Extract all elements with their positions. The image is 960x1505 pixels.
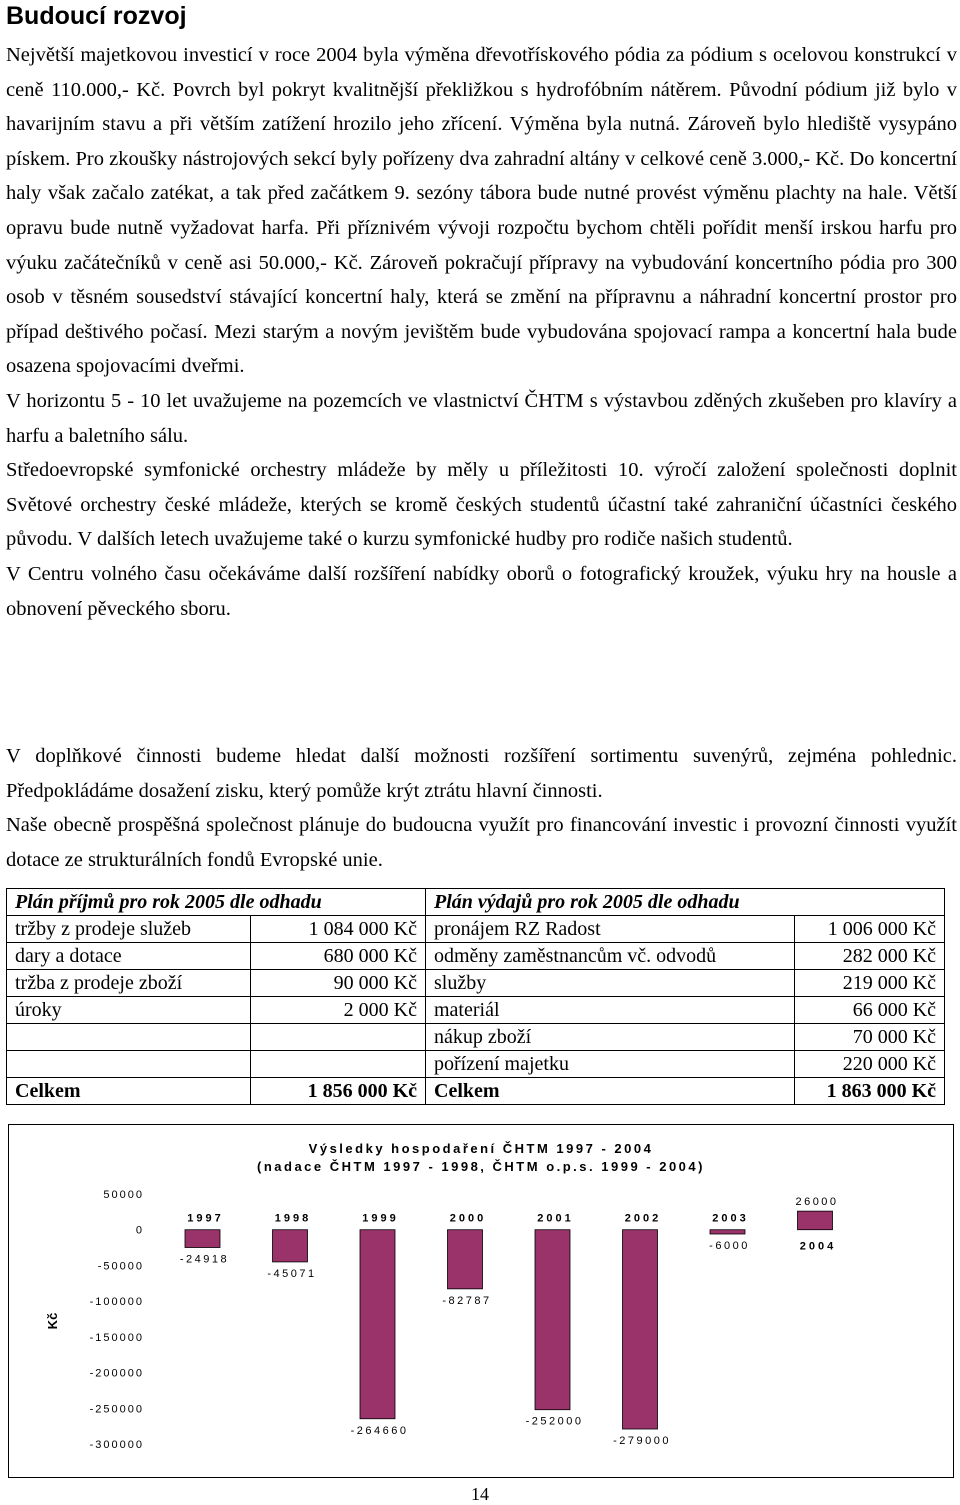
y-tick-label: -200000: [89, 1367, 144, 1380]
bar: [710, 1230, 745, 1234]
y-tick-label: -250000: [89, 1403, 144, 1416]
table-row: [7, 1051, 945, 1078]
text-block-upper: [6, 38, 957, 626]
x-category-label: 2002: [624, 1212, 662, 1225]
data-label: -45071: [267, 1267, 317, 1280]
expense-label: služby: [426, 970, 795, 997]
x-category-label: 2000: [449, 1212, 487, 1225]
data-label: -6000: [709, 1240, 750, 1252]
bar: [273, 1230, 308, 1262]
income-total-value: 1 856 000 Kč: [251, 1078, 426, 1105]
budget-table: [6, 888, 945, 1105]
data-label: -279000: [613, 1435, 671, 1447]
text-block-lower: [6, 739, 957, 877]
section-heading: Budoucí rozvoj: [6, 2, 187, 30]
data-label: 26000: [795, 1196, 839, 1209]
expense-label: odměny zaměstnancům vč. odvodů: [426, 943, 795, 970]
table-row: [7, 916, 945, 943]
expense-label: materiál: [426, 997, 795, 1024]
income-value: 1 084 000 Kč: [251, 916, 426, 943]
income-total-label: Celkem: [7, 1078, 251, 1105]
table-row: [7, 1024, 945, 1051]
income-label: [7, 1024, 251, 1051]
expense-value: 282 000 Kč: [795, 943, 945, 970]
expense-value: 66 000 Kč: [795, 997, 945, 1024]
total-row: [7, 1078, 945, 1105]
y-axis-label: Kč: [45, 1312, 60, 1330]
paragraph: Naše obecně prospěšná společnost plánuje do budoucna využít pro financování investic i provozní činnosti využít dotace ze strukturálních fondů Evropské unie.: [6, 814, 957, 871]
paragraph: V doplňkové činnosti budeme hledat další možnosti rozšíření sortimentu suvenýrů, zejména pohlednic. Předpokládáme dosažení zisku, který pomůže krýt ztrátu hlavní činnosti.: [6, 745, 957, 802]
income-label: [7, 1051, 251, 1078]
paragraph: V Centru volného času očekáváme další rozšíření nabídky oborů o fotografický kroužek, výuku hry na housle a obnovení pěveckého sboru.: [6, 562, 957, 620]
bar: [448, 1230, 483, 1289]
income-value: 680 000 Kč: [251, 943, 426, 970]
bar: [798, 1211, 833, 1230]
bar: [360, 1230, 395, 1419]
x-category-label: 2003: [712, 1212, 749, 1225]
expense-label: pronájem RZ Radost: [426, 916, 795, 943]
results-chart: [8, 1124, 954, 1478]
y-tick-label: -50000: [97, 1260, 144, 1273]
x-category-label: 2001: [537, 1212, 574, 1225]
page-number: 14: [471, 1484, 489, 1504]
expense-value: 1 006 000 Kč: [795, 916, 945, 943]
data-label: -82787: [442, 1294, 492, 1307]
expense-label: nákup zboží: [426, 1024, 795, 1051]
y-tick-label: -150000: [89, 1331, 144, 1344]
paragraph: V horizontu 5 - 10 let uvažujeme na pozemcích ve vlastnictví ČHTM s výstavbou zděných zkušeben pro klavíry a harfu a baletního sálu.: [6, 389, 957, 447]
income-label: tržby z prodeje služeb: [7, 916, 251, 943]
expense-value: 220 000 Kč: [795, 1051, 945, 1078]
expense-value: 219 000 Kč: [795, 970, 945, 997]
income-label: úroky: [7, 997, 251, 1024]
table-row: [7, 997, 945, 1024]
y-tick-label: -300000: [89, 1439, 144, 1451]
expense-value: 70 000 Kč: [795, 1024, 945, 1051]
income-header: Plán příjmů pro rok 2005 dle odhadu: [7, 889, 426, 916]
bar: [185, 1230, 220, 1248]
x-category-label: 1998: [274, 1212, 312, 1225]
expense-total-value: 1 863 000 Kč: [795, 1078, 945, 1105]
paragraph: Největší majetkovou investicí v roce 2004 byla výměna dřevotřískového pódia za pódium s ocelovou konstrukcí v ceně 110.000,- Kč. Povrch byl pokryt kvalitnější překližkou s hydrofóbním nátěrem. Původní pódium již bylo v havarijním stavu a při větším zatížení hrozilo jeho zřícení. Výměna byla nutná. Zároveň bylo hlediště vysypáno pískem. Pro zkoušky nástrojových sekcí byly pořízeny dva zahradní altány v celkové ceně 3.000,- Kč. Do koncertní haly však začalo zatékat, a tak před začátkem 9. sezóny tábora bude nutné provést výměnu plachty na hale. Větší opravu bude nutně vyžadovat harfa. Při příznivém vývoji rozpočtu bychom chtěli pořídit menší irskou harfu pro výuku začátečníků v ceně asi 50.000,- Kč. Zároveň pokračují přípravy na vybudování koncertního pódia pro 300 osob v těsném sousedství stávající koncertní haly, která se změní na přípravnu a náhradní koncertní prostor pro případ deštivého počasí. Mezi starým a novým jevištěm bude vybudována spojovací rampa a koncertní hala bude osazena spojovacími dveřmi.: [6, 44, 957, 378]
bar: [623, 1230, 658, 1429]
bar: [535, 1230, 570, 1410]
data-label: -24918: [179, 1253, 230, 1266]
chart-subtitle: (nadace ČHTM 1997 - 1998, ČHTM o.p.s. 1999 - 2004): [257, 1159, 705, 1174]
income-label: dary a dotace: [7, 943, 251, 970]
table-row: [7, 943, 945, 970]
budget-header-row: [7, 889, 945, 916]
y-tick-label: 0: [135, 1224, 144, 1237]
x-category-label: 1997: [187, 1212, 224, 1225]
chart-title: Výsledky hospodaření ČHTM 1997 - 2004: [308, 1141, 654, 1156]
paragraph: Středoevropské symfonické orchestry mládeže by měly u příležitosti 10. výročí založení společnosti doplnit Světové orchestry české mládeže, kterých se kromě českých studentů účastní také zahraniční účastníci českého původu. V dalších letech uvažujeme také o kurzu symfonické hudby pro rodiče našich studentů.: [6, 459, 957, 551]
expense-total-label: Celkem: [426, 1078, 795, 1105]
y-tick-label: 50000: [103, 1189, 144, 1201]
data-label: -264660: [350, 1424, 409, 1437]
results-chart-svg: [9, 1125, 953, 1477]
expense-header: Plán výdajů pro rok 2005 dle odhadu: [426, 889, 945, 916]
y-tick-label: -100000: [89, 1296, 144, 1309]
x-category-label: 1999: [362, 1212, 399, 1225]
x-category-label: 2004: [799, 1240, 837, 1253]
income-value: 2 000 Kč: [251, 997, 426, 1024]
data-label: -252000: [525, 1415, 584, 1428]
expense-label: pořízení majetku: [426, 1051, 795, 1078]
table-row: [7, 970, 945, 997]
income-label: tržba z prodeje zboží: [7, 970, 251, 997]
income-value: [251, 1024, 426, 1051]
income-value: 90 000 Kč: [251, 970, 426, 997]
income-value: [251, 1051, 426, 1078]
